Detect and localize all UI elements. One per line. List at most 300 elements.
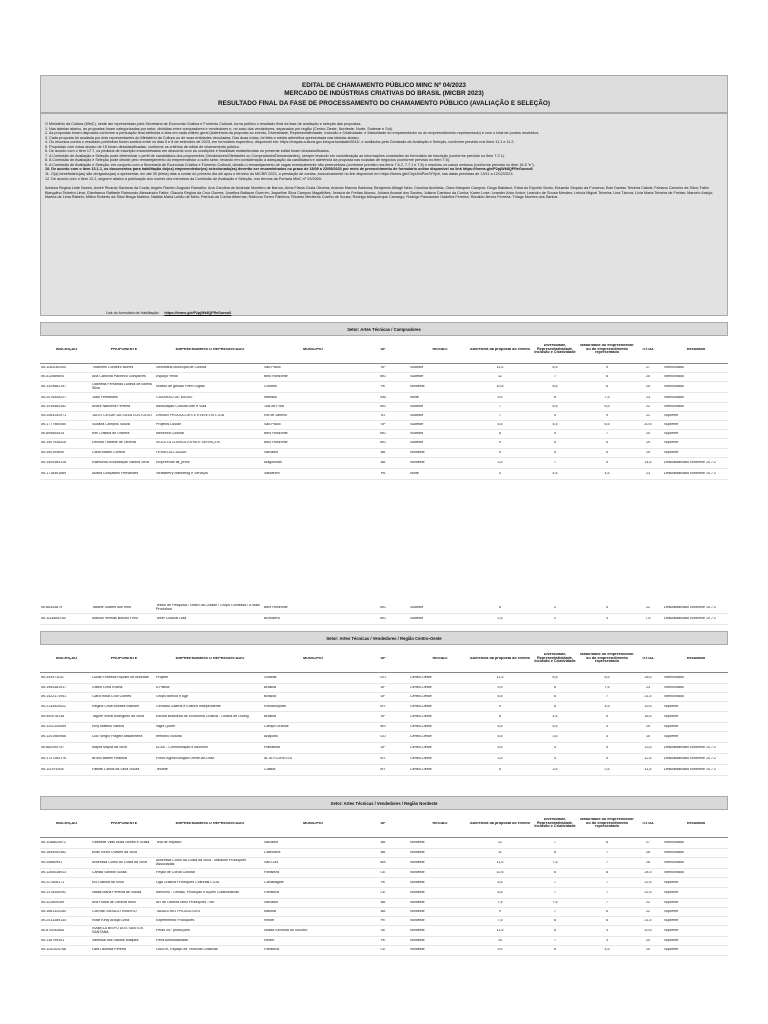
cell-uf: MG (380, 432, 386, 436)
cell-inscricao: on-390194690 (41, 450, 65, 454)
cell-empreendimento: Teatro de Pesquisa / Teatro da Cidade / Grupo Confessa / A Mais Produtora (156, 603, 260, 611)
cell-regiao: Sudeste (410, 423, 424, 427)
cell-resultado: Selecionado (664, 385, 684, 389)
cell-uf: MT (380, 756, 386, 760)
cell-resultado: Suplente (664, 704, 679, 708)
section-title: Setor: Artes Técnicas / Vendedores / Região Nordeste (40, 796, 728, 810)
cell-resultado: Desclassificado conforme 10.7.2 (664, 745, 716, 749)
table-row (40, 937, 728, 946)
cell-resultado: Selecionado (664, 395, 684, 399)
cell-proponente: Débora Thaiane de Oliveira (92, 441, 136, 445)
table-row (40, 421, 728, 430)
cell-inscricao: on-1284038913 (41, 871, 67, 875)
cell-municipio: Belo Horizonte (264, 432, 288, 436)
cell-diversidade: 6 (554, 929, 556, 933)
cell-empreendimento: Feira Acessibilidade (156, 939, 188, 943)
intro-paragraph-habilitacao: 10. De acordo com o item 13.1.1, os documentos para habilitação do(os) empreendedor(es) selecionado(as) deverão ser encaminhados no prazo de 18/09 a 22/09/2023 por meio de preenchimento de formulário online disponível no link https://forms.gle/P2pjWk8QFReGuexo6 (45, 167, 533, 172)
cell-proponente: Rose Kelly Araujo Lima (92, 919, 130, 923)
cell-aderencia: 8,5 (497, 695, 503, 699)
column-header-resultado: Resultado (686, 821, 706, 825)
cell-maturidade: 6 (606, 385, 608, 389)
cell-empreendimento: Strawberry Marketing e Serviços (156, 471, 208, 475)
cell-aderencia: 9,5 (497, 948, 503, 952)
cell-diversidade: 4,5 (552, 423, 558, 427)
cell-municipio: Brasília (264, 714, 276, 718)
cell-diversidade: 4,5 (552, 471, 558, 475)
cell-aderencia: 8,5 (497, 734, 503, 738)
cell-uf: MG (380, 375, 386, 379)
cell-inscricao: on-1507936426 (41, 441, 67, 445)
cell-empreendimento: Tela de Impacto (156, 841, 182, 845)
cell-empreendimento: Secretaria Municipal de Cultura (156, 366, 207, 370)
cell-total: 25 (646, 385, 650, 389)
cell-aderencia: 4 (499, 471, 501, 475)
cell-aderencia: 7 (499, 413, 501, 417)
column-header-aderencia: Aderência da proposta ao evento (470, 347, 530, 351)
cell-diversidade: 7,5 (552, 861, 558, 865)
cell-municipio: Cuiabá (264, 767, 276, 771)
cell-diversidade: 7 (554, 890, 556, 894)
cell-resultado: Selecionado (664, 841, 684, 845)
cell-uf: MG (380, 441, 386, 445)
cell-inscricao: on-393471101 (41, 676, 64, 680)
intro-paragraph: 12. De acordo com o item 12.2, seguem abaixo a publicação dos nomes dos membros da Comissão de Avaliação e Seleção, nos termos da Portaria MinC nº 29/2009: (45, 176, 322, 181)
column-header-inscricao: INSCRIÇÃO (55, 821, 78, 825)
cell-resultado: Desclassificado conforme 10.7.2 (664, 756, 716, 760)
habilitacao-link-label: Link do formulário de Habilitação: (106, 311, 160, 315)
cell-municipio: Fortaleza (264, 871, 279, 875)
cell-inscricao: on-1409385128 (41, 460, 67, 464)
cell-proponente: Marcus Venhas Bonoto Filho (92, 616, 138, 620)
table-row (40, 382, 728, 393)
header-line-3: RESULTADO FINAL DA FASE DE PROCESSAMENTO DO CHAMAMENTO PÚBLICO (AVALIAÇÃO E SELEÇÃO) (40, 100, 728, 113)
cell-inscricao: on-25680901 (41, 861, 63, 865)
cell-proponente: Gabrielle Vilas Boas Nunes e Guala (92, 841, 150, 845)
cell-aderencia: 5 (499, 767, 501, 771)
cell-inscricao: on-2076445227 (41, 395, 67, 399)
cell-maturidade: 7 (606, 695, 608, 699)
intro-paragraph: 1. Nas tabelas abaixo, as propostas foram categorizadas por setor, divididas entre compradores e vendedores e, no caso dos vendedores, separados por região (Centro-Oeste, Nordeste, Norte, Sudeste e Sul). (45, 126, 393, 131)
cell-resultado: Desclassificado conforme 10.7.2 (664, 605, 716, 609)
cell-empreendimento: Associação Cultural Arte e Vida (156, 404, 207, 408)
intro-paragraph: 2. As propostas foram dispostas conforme a pontuação final atribuída a elas em cada critério geral (Aderência da proposta ao evento; Diversidade, Representatividade, Inclusão e Criatividade; e Maturidade do empreendedor ou do empreendimento representado) e com o total de pontos recebidos. (45, 131, 540, 136)
column-header-empreendimento: EMPREENDIMENTO REPRESENTADO (175, 347, 245, 351)
cell-regiao: Nordeste (410, 450, 425, 454)
cell-total: 20,5 (644, 423, 652, 427)
cell-diversidade: 6 (554, 871, 556, 875)
column-header-proponente: PROPONENTE (110, 347, 138, 351)
cell-total: 22 (646, 404, 650, 408)
cell-uf: CE (380, 948, 386, 952)
cell-uf: MS (380, 724, 386, 728)
cell-maturidade: 6,5 (604, 404, 610, 408)
cell-total: 14,5 (644, 460, 652, 464)
cell-uf: MG (380, 616, 386, 620)
table-header (40, 645, 728, 673)
column-header-inscricao: INSCRIÇÃO (55, 347, 78, 351)
column-header-inscricao: INSCRIÇÃO (55, 656, 78, 660)
cell-aderencia: 8 (499, 432, 501, 436)
cell-regiao: Nordeste (410, 841, 425, 845)
cell-resultado: Selecionado (664, 676, 684, 680)
cell-inscricao: on-138799301 (41, 939, 65, 943)
cell-diversidade: 6 (554, 948, 556, 952)
cell-aderencia: 9 (499, 909, 501, 913)
cell-resultado: Suplente (664, 724, 679, 728)
habilitacao-link-row (106, 311, 231, 315)
cell-diversidade: 8 (554, 851, 556, 855)
section-title: Setor: Artes Técnicas / Compradores (40, 322, 728, 336)
cell-diversidade: 5 (554, 450, 556, 454)
cell-proponente: Elias Victor Chaves da Silva (92, 851, 137, 855)
cell-maturidade: 7 (606, 861, 608, 865)
cell-resultado: Suplente (664, 900, 679, 904)
cell-inscricao: on-1849052462 (41, 851, 67, 855)
column-header-maturidade: Maturidade do empreendedor ou do empreendimento representado (580, 817, 634, 829)
cell-empreendimento: Escola Brasileira de Economia Criativa - Oficina de Ouling (156, 714, 249, 718)
column-header-aderencia: Aderência da proposta ao evento (470, 656, 530, 660)
cell-diversidade: 5 (554, 441, 556, 445)
cell-resultado: Suplente (664, 734, 679, 738)
cell-maturidade: 7 (606, 880, 608, 884)
column-header-diversidade: Diversidade, Representatividade, Inclusão e Criatividade (534, 652, 576, 664)
cell-inscricao: on-2063252971 (41, 413, 67, 417)
cell-resultado: Suplente (664, 909, 679, 913)
table-row (40, 430, 728, 439)
cell-proponente: Lara Lacerda Pereira (92, 948, 126, 952)
cell-municipio: Recife (264, 919, 275, 923)
cell-empreendimento: Tecer Cultural Ltda (156, 616, 187, 620)
column-header-regiao: REGIÃO (432, 347, 448, 351)
cell-total: 26,5 (644, 676, 652, 680)
intro-paragraph: 6. De acordo com o item 17.7, os pedidos de inscrição encaminhados em descordo com as condições e finalidade estabelecidas no presente edital foram desclassificados. (45, 149, 330, 154)
cell-maturidade: 3 (606, 939, 608, 943)
cell-proponente: Andressa Cotrol do Costa da Silva (92, 861, 147, 865)
cell-total: 21,5 (644, 919, 652, 923)
column-header-resultado: Resultado (686, 656, 706, 660)
table-row (40, 458, 728, 469)
cell-maturidade: 4,5 (604, 704, 610, 708)
cell-diversidade: 2 (554, 605, 556, 609)
table-row (40, 603, 728, 614)
cell-aderencia: 6,5 (497, 724, 503, 728)
cell-aderencia: 11,5 (496, 366, 504, 370)
table-row (40, 364, 728, 373)
cell-aderencia: 9 (499, 450, 501, 454)
cell-total: 23 (646, 395, 650, 399)
column-header-aderencia: Aderência da proposta ao evento (470, 821, 530, 825)
cell-empreendimento: Ponto AgroEcológico Dente-de-Leão (156, 756, 215, 760)
column-header-maturidade: Maturidade do empreendedor ou do empreendimento representado (580, 343, 634, 355)
cell-total: 20 (646, 948, 650, 952)
cell-resultado: Suplente (664, 948, 679, 952)
cell-diversidade: 6 (554, 704, 556, 708)
cell-proponente: João Fernandes (92, 395, 118, 399)
cell-uf: SP (380, 423, 386, 427)
cell-uf: RJ (380, 413, 386, 417)
table-row (40, 732, 728, 743)
cell-regiao: Sudeste (410, 366, 424, 370)
cell-proponente: ISABELA BISPO DOS SANTOS SANTANA (92, 927, 144, 935)
cell-total: 22 (646, 909, 650, 913)
cell-uf: MA (380, 861, 386, 865)
cell-regiao: Sudeste (410, 404, 424, 408)
table-row (40, 393, 728, 402)
cell-total: 22,5 (644, 880, 652, 884)
cell-maturidade: 2,5 (604, 767, 610, 771)
cell-diversidade: 6,5 (552, 676, 558, 680)
cell-municipio: Santarém (264, 471, 280, 475)
cell-empreendimento: Mevenca Cultural (156, 432, 184, 436)
cell-maturidade: 4 (606, 605, 608, 609)
cell-empreendimento: A Planta (156, 686, 170, 690)
column-header-maturidade: Maturidade do empreendedor ou do empreendimento representado (580, 652, 634, 664)
cell-resultado: Suplente (664, 890, 679, 894)
cell-empreendimento: territorio cultural (156, 734, 182, 738)
cell-municipio: Belo Horizonte (264, 375, 288, 379)
cell-inscricao: on-1202140559 (41, 724, 67, 728)
cell-regiao: Centro-Oeste (410, 734, 432, 738)
cell-aderencia: 10 (498, 939, 502, 943)
cell-total: 27 (646, 366, 650, 370)
cell-total: 13,5 (644, 745, 652, 749)
cell-inscricao: on-1163181050 (41, 366, 66, 370)
table-row (40, 899, 728, 908)
cell-total: 20,5 (644, 929, 652, 933)
cell-maturidade: 4 (606, 714, 608, 718)
cell-maturidade: 8 (606, 871, 608, 875)
cell-maturidade: 4 (606, 460, 608, 464)
cell-inscricao: on-86353879 (41, 605, 63, 609)
column-header-total: TOTAL (641, 347, 655, 351)
habilitacao-link[interactable]: https://forms.gle/P2pjWk8QFReGuexo6 (164, 311, 232, 315)
results-section (40, 631, 728, 776)
cell-uf: BA (380, 460, 386, 464)
cell-municipio: Campo Grande (264, 724, 289, 728)
cell-maturidade: 3 (606, 616, 608, 620)
cell-empreendimento: Mercúrio - Gestão, Produção e Ações Colaborativas (156, 890, 239, 894)
table-row (40, 723, 728, 732)
cell-proponente: Eló Gabola da Silva (92, 880, 124, 884)
cell-inscricao: on-111976305 (41, 767, 64, 771)
cell-resultado: Desclassificado conforme 10.7.2 (664, 460, 716, 464)
cell-maturidade: 5 (606, 756, 608, 760)
cell-uf: GO (380, 676, 386, 680)
column-header-municipio: MUNICÍPIO (302, 821, 324, 825)
cell-aderencia: 11 (498, 851, 502, 855)
intro-paragraph: 4. Os recursos contra o resultado preliminar foram aceitos entre os dias 5 e 8 de setembro de 2023, em formulário específico, disponível em: https://mapas.cultura.gov.br/oportunidade/2042/, e avaliados pela Comissão de Avaliação e Seleção, conforme previsto nos itens 11.1 e 11.2. (45, 140, 515, 145)
cell-empreendimento: Núcleo de gestão Porto Digital (156, 385, 205, 389)
cell-total: 16,5 (644, 714, 652, 718)
document-header (40, 75, 728, 100)
cell-uf: BA (380, 450, 386, 454)
cell-total: 20 (646, 939, 650, 943)
cell-aderencia: 3,5 (497, 756, 503, 760)
cell-uf: BA (380, 909, 386, 913)
column-header-regiao: REGIÃO (432, 821, 448, 825)
cell-total: 21 (646, 413, 650, 417)
cell-resultado: Suplente (664, 423, 679, 427)
cell-maturidade: 7 (606, 851, 608, 855)
cell-uf: MT (380, 767, 386, 771)
cell-aderencia: 9 (499, 441, 501, 445)
cell-resultado: Selecionado (664, 851, 684, 855)
cell-resultado: Selecionado (664, 871, 684, 875)
cell-diversidade: 4 (554, 756, 556, 760)
cell-regiao: Sudeste (410, 616, 424, 620)
cell-aderencia: 9,5 (497, 686, 503, 690)
cell-inscricao: on-1116854784 (41, 616, 66, 620)
cell-municipio: Nossa Senhora do Socorro (264, 929, 308, 933)
cell-inscricao: on-2013389134 (41, 919, 67, 923)
cell-aderencia: 11,5 (496, 929, 504, 933)
cell-resultado: Suplente (664, 919, 679, 923)
cell-empreendimento: AR de Oliveira Melo Produções - ME (156, 900, 215, 904)
cell-inscricao: on-1329882197 (41, 385, 67, 389)
cell-resultado: Suplente (664, 939, 679, 943)
cell-total: 19,5 (644, 704, 652, 708)
cell-inscricao: on-1201980966 (41, 734, 67, 738)
cell-total: 19 (646, 450, 650, 454)
cell-inscricao: on-2144929022 (41, 704, 67, 708)
cell-municipio: Planaltina (264, 745, 280, 749)
table-row (40, 449, 728, 458)
cell-regiao: Nordeste (410, 929, 425, 933)
cell-regiao: Centro-Oeste (410, 756, 432, 760)
cell-municipio: Salvador (264, 450, 279, 454)
cell-inscricao: on-1188624971 (41, 841, 66, 845)
cell-resultado: Suplente (664, 450, 679, 454)
cell-uf: DF (380, 686, 386, 690)
table-row (40, 373, 728, 382)
cell-proponente: Lucas Fonseca Hipólito de Andrade (92, 676, 149, 680)
cell-maturidade: 3 (606, 929, 608, 933)
cell-proponente: Fabian Carlos da Silva Souza (92, 767, 140, 771)
cell-inscricao: on-1964381917 (41, 686, 67, 690)
cell-maturidade: 9 (606, 413, 608, 417)
cell-total: 20 (646, 432, 650, 436)
results-section (40, 322, 728, 625)
cell-empreendimento: ELAS - Comunicação e Ativismo (156, 745, 208, 749)
cell-maturidade: 6,5 (604, 423, 610, 427)
cell-regiao: Sudeste (410, 441, 424, 445)
cell-diversidade: 6,5 (552, 366, 558, 370)
cell-maturidade: 9 (606, 366, 608, 370)
cell-uf: BA (380, 900, 386, 904)
cell-aderencia: 12 (498, 375, 502, 379)
column-header-uf: UF (380, 821, 386, 825)
cell-regiao: Centro-Oeste (410, 745, 432, 749)
cell-regiao: Sudeste (410, 605, 424, 609)
table-row (40, 469, 728, 480)
cell-maturidade: 4,5 (604, 948, 610, 952)
table-row (40, 754, 728, 765)
table-row (40, 869, 728, 878)
cell-inscricao: on-412669693 (41, 375, 65, 379)
cell-regiao: Nordeste (410, 900, 425, 904)
cell-resultado: Selecionado (664, 404, 684, 408)
cell-diversidade: 7 (554, 460, 556, 464)
cell-maturidade: 5 (606, 441, 608, 445)
cell-regiao: Norte (410, 395, 419, 399)
cell-diversidade: 5 (554, 413, 556, 417)
cell-aderencia: 7,5 (497, 919, 503, 923)
column-header-municipio: MUNICÍPIO (302, 656, 324, 660)
cell-regiao: Centro-Oeste (410, 767, 432, 771)
cell-uf: MG (380, 404, 386, 408)
cell-uf: SE (380, 929, 386, 933)
cell-diversidade: 7 (554, 939, 556, 943)
cell-proponente: Camila Santos Sousa (92, 871, 127, 875)
cell-municipio: Brotuvera (264, 616, 280, 620)
cell-uf: DF (380, 695, 386, 699)
cell-inscricao: on-1422171941 (41, 695, 67, 699)
cell-resultado: Selecionado (664, 366, 684, 370)
intro-paragraph: 5. Propostas com notas abaixo de 15 foram desclassificadas, conforme os critérios de edital de chamamento público. (45, 144, 240, 149)
cell-regiao: Nordeste (410, 880, 425, 884)
cell-empreendimento: Tecarte (156, 767, 168, 771)
cell-inscricao: on-1378350092 (41, 890, 67, 894)
cell-diversidade: 7,5 (552, 900, 558, 904)
cell-maturidade: 7 (606, 890, 608, 894)
cell-uf: CE (380, 890, 386, 894)
cell-proponente: JULIO CESAR DA SILVA CUSTODIO (92, 413, 152, 417)
cell-maturidade: 8,5 (604, 676, 610, 680)
cell-total: 12,5 (644, 756, 652, 760)
cell-regiao: Nordeste (410, 385, 425, 389)
cell-regiao: Centro-Oeste (410, 704, 432, 708)
column-header-total: TOTAL (641, 821, 655, 825)
cell-maturidade: 6 (606, 919, 608, 923)
cell-municipio: Rondonópolis (264, 704, 286, 708)
cell-total: 25 (646, 375, 650, 379)
table-row (40, 684, 728, 693)
cell-municipio: Maribia (264, 909, 276, 913)
cell-municipio: manaus (264, 395, 277, 399)
cell-diversidade: 6,5 (552, 385, 558, 389)
cell-inscricao: on-1151524788 (41, 948, 66, 952)
cell-municipio: Conceiu (264, 385, 278, 389)
cell-empreendimento: Andressa Cotrol da Costa da Silva - Maracufi Produções Associadas (156, 859, 247, 867)
cell-uf: CE (380, 871, 386, 875)
cell-inscricao: on-322809269 (41, 900, 65, 904)
cell-municipio: ALTA FLORESTA (264, 756, 292, 760)
table-row (40, 412, 728, 421)
cell-regiao: Nordeste (410, 851, 425, 855)
cell-resultado: Desclassificado conforme 10.7.2 (664, 471, 716, 475)
table-row (40, 908, 728, 917)
cell-proponente: Gabriella Fernanda Ludinia de Barros Silva (92, 383, 152, 391)
cell-regiao: Centro-Oeste (410, 676, 432, 680)
cell-uf: SP (380, 366, 386, 370)
cell-regiao: Nordeste (410, 871, 425, 875)
cell-regiao: Nordeste (410, 919, 425, 923)
table-header (40, 810, 728, 838)
intro-paragraph: 7. A Comissão de Avaliação e Seleção pode determinar o perfil de candidatura dos proponentes (Vendedores/Ofertantes ou Compradores/Demandantes), sempre levando em consideração as informações constantes do formulário de inscrição (conforme previsto no item 7.2.1). (45, 153, 505, 158)
cell-uf: PA (380, 471, 386, 475)
cell-regiao: Nordeste (410, 460, 425, 464)
cell-empreendimento: Empreende alt_preto (156, 460, 190, 464)
table-row (40, 926, 728, 937)
cell-total: 22 (646, 900, 650, 904)
cell-aderencia: 12 (498, 841, 502, 845)
cell-aderencia: 10,5 (496, 385, 504, 389)
cell-proponente: Allana Gonçalves Fernandes (92, 471, 139, 475)
cell-municipio: Salvador (264, 841, 279, 845)
column-header-empreendimento: EMPREENDIMENTO REPRESENTADO (175, 656, 245, 660)
cell-maturidade: 3 (606, 724, 608, 728)
cell-diversidade: 4 (554, 745, 556, 749)
